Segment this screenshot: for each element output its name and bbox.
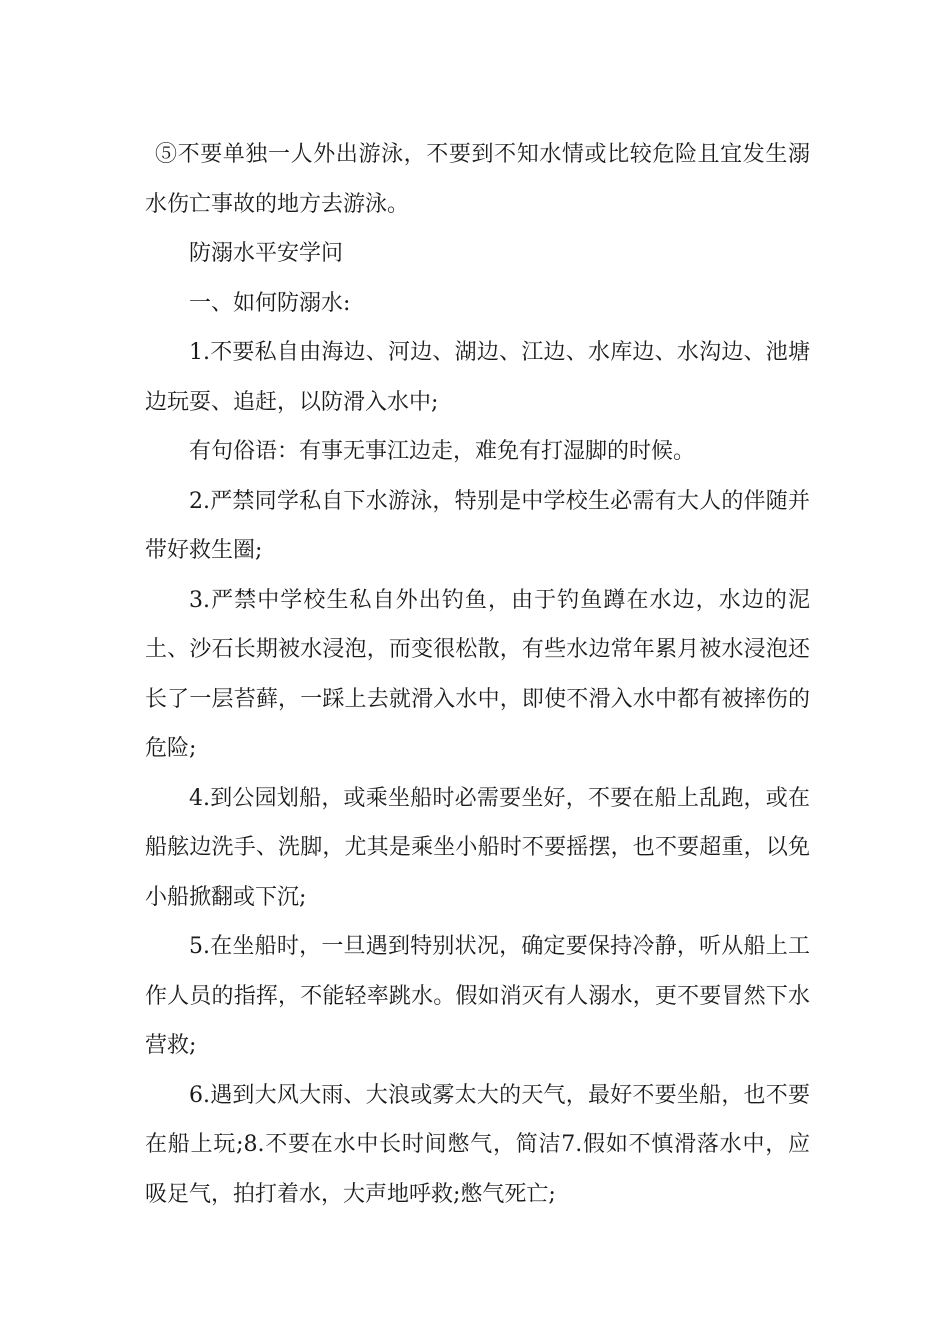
paragraph-rule-2: 2.严禁同学私自下水游泳，特别是中学校生必需有大人的伴随并带好救生圈; (145, 488, 810, 563)
paragraph-rule-3: 3.严禁中学校生私自外出钓鱼，由于钓鱼蹲在水边，水边的泥土、沙石长期被水浸泡，而变很松散，有些水边常年累月被水浸泡还长了一层苔藓，一踩上去就滑入水中，即使不滑入水中都有被摔伤的危险; (145, 587, 810, 761)
paragraph-rule-4: 4.到公园划船，或乘坐船时必需要坐好，不要在船上乱跑，或在船舷边洗手、洗脚，尤其是乘坐小船时不要摇摆，也不要超重，以免小船掀翻或下沉; (145, 785, 810, 910)
paragraph-rule-5: 5.在坐船时，一旦遇到特别状况，确定要保持冷静，听从船上工作人员的指挥，不能轻率跳水。假如消灭有人溺水，更不要冒然下水营救; (145, 934, 810, 1058)
paragraph-rule-1: 1.不要私自由海边、河边、湖边、江边、水库边、水沟边、池塘边玩耍、追赶，以防滑入水中; (145, 340, 810, 415)
section-heading-how-to-prevent: 一、如何防溺水: (189, 290, 351, 316)
paragraph-proverb: 有句俗语：有事无事江边走，难免有打湿脚的时候。 (189, 439, 696, 464)
paragraph-item-5: ⑤不要单独一人外出游泳，不要到不知水情或比较危险且宜发生溺水伤亡事故的地方去游泳。 (145, 142, 810, 217)
document-body (145, 130, 810, 1219)
section-title: 防溺水平安学问 (189, 241, 344, 266)
paragraph-rule-6-8-7: 6.遇到大风大雨、大浪或雾太大的天气，最好不要坐船，也不要在船上玩;8.不要在水中长时间憋气，简洁7.假如不慎滑落水中，应吸足气，拍打着水，大声地呼救;憋气死亡; (145, 1082, 810, 1207)
